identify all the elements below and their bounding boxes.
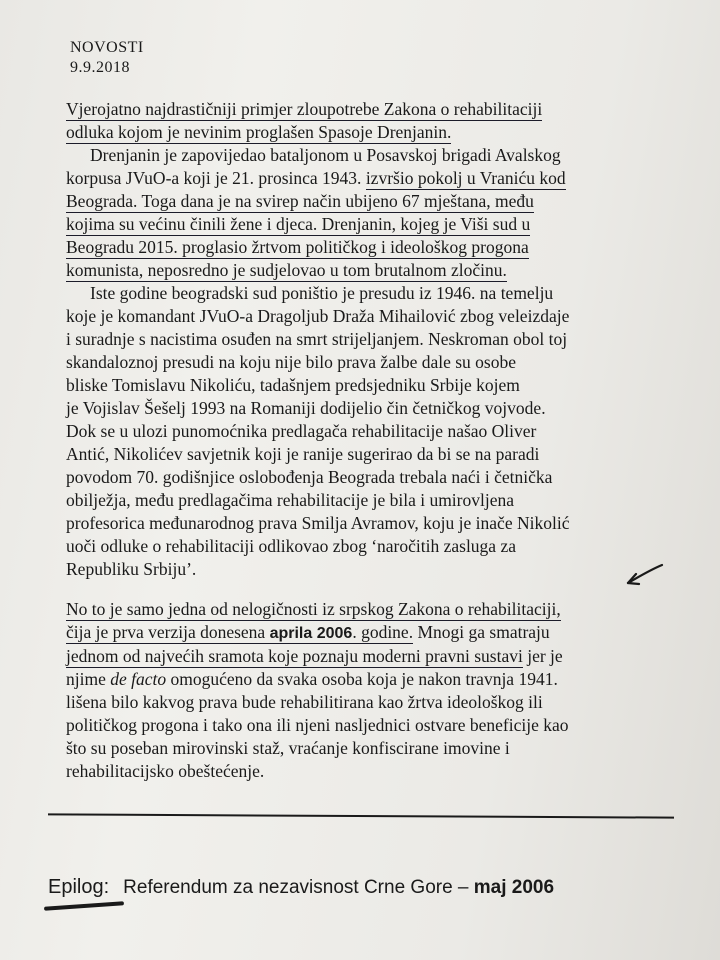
- text-line: [66, 512, 676, 535]
- text-segment: Iste godine beogradski sud poništio je presudu iz 1946. na temelju: [90, 283, 554, 303]
- handwritten-underline: [44, 901, 124, 911]
- text-segment: i suradnje s nacistima osuđen na smrt strijeljanjem. Neskroman obol toj: [66, 329, 568, 349]
- text-line: [66, 121, 676, 144]
- text-line: [66, 374, 676, 397]
- text-line: [66, 466, 676, 489]
- text-segment: koje je komandant JVuO-a Dragoljub Draža Mihailović zbog veleizdaje: [66, 306, 570, 326]
- underlined-text: kojima su većinu činili žene i djeca. Drenjanin, kojeg je Viši sud u: [66, 214, 531, 234]
- epilog: [48, 874, 554, 901]
- text-line: [66, 397, 676, 420]
- text-line: [66, 621, 676, 645]
- text-line: [66, 351, 676, 374]
- text-line: [66, 558, 676, 581]
- text-segment: omogućeno da svaka osoba koja je nakon travnja 1941.: [166, 669, 558, 689]
- text-line: [66, 598, 676, 621]
- text-line: [66, 213, 676, 236]
- text-line: [66, 167, 676, 190]
- text-segment: Dok se u ulozi punomoćnika predlagača rehabilitacije našao Oliver: [66, 421, 537, 441]
- handwritten-arrow-icon: [622, 562, 666, 588]
- epilog-label-wrap: [48, 874, 109, 900]
- underlined-text: komunista, neposredno je sudjelovao u tom brutalnom zločinu.: [66, 260, 507, 280]
- source-header: [70, 38, 144, 78]
- text-line: političkog progona i tako ona ili njeni nasljednici ostvare beneficije kao: [66, 715, 569, 735]
- bold-date: aprila 2006: [269, 625, 353, 642]
- epilog-date: maj 2006: [473, 877, 555, 898]
- text-line: lišena bilo kakvog prava bude rehabilitirana kao žrtva ideološkog ili: [66, 692, 543, 712]
- divider-line: [48, 813, 674, 818]
- text-segment: bliske Tomislavu Nikoliću, tadašnjem predsjedniku Srbije kojem: [66, 375, 520, 395]
- underlined-text: odluka kojom je nevinim proglašen Spasoje Drenjanin.: [66, 122, 452, 142]
- text-line: [66, 236, 676, 259]
- text-segment: profesorica međunarodnog prava Smilja Avramov, koju je inače Nikolić: [66, 513, 570, 533]
- text-line: [66, 443, 676, 466]
- italic-term: de facto: [110, 669, 167, 689]
- text-segment: obilježja, među predlagačima rehabilitacije je bila i umirovljena: [66, 490, 515, 510]
- epilog-label: Epilog:: [48, 876, 110, 898]
- text-segment: Republiku Srbiju’.: [66, 559, 197, 579]
- underlined-text: Beograda. Toga dana je na svirep način ubijeno 67 mještana, među: [66, 191, 534, 211]
- text-line: [66, 305, 676, 328]
- underlined-text: Vjerojatno najdrastičniji primjer zloupotrebe Zakona o rehabilitaciji: [66, 99, 543, 119]
- paragraph-2: [66, 598, 676, 783]
- text-segment: Antić, Nikolićev savjetnik koji je ranije sugerirao da bi se na paradi: [66, 444, 540, 464]
- underlined-text: [66, 622, 413, 644]
- underlined-text: izvršio pokolj u Vraniću kod: [365, 168, 566, 188]
- text-line: [66, 645, 676, 668]
- text-segment: je Vojislav Šešelj 1993 na Romaniji dodijelio čin četničkog vojvode.: [66, 398, 546, 418]
- text-segment: čija je prva verzija donesena: [66, 622, 270, 642]
- text-line: [66, 668, 676, 691]
- text-segment: jer je: [522, 646, 563, 666]
- text-segment: skandaloznoj presudi na koju nije bilo prava žalbe dale su osobe: [66, 352, 517, 372]
- text-segment: njime: [66, 669, 111, 689]
- text-line: [66, 190, 676, 213]
- text-line: [66, 259, 676, 282]
- text-line: [66, 144, 676, 167]
- text-line: [66, 328, 676, 351]
- text-line: [66, 420, 676, 443]
- underlined-text: jednom od najvećih sramota koje poznaju moderni pravni sustavi: [66, 646, 523, 666]
- paragraph-1: [66, 98, 676, 581]
- text-line: što su poseban mirovinski staž, vraćanje konfiscirane imovine i: [66, 738, 510, 758]
- text-line: [66, 282, 676, 305]
- source-date: 9.9.2018: [70, 59, 130, 76]
- text-line: [66, 489, 676, 512]
- text-line: rehabilitacijsko obeštećenje.: [66, 761, 265, 781]
- text-segment: povodom 70. godišnjice oslobođenja Beograda trebala naći i četnička: [66, 467, 553, 487]
- text-segment: Mnogi ga smatraju: [413, 622, 550, 642]
- text-segment: . godine.: [352, 622, 414, 642]
- source-name: NOVOSTI: [70, 39, 144, 56]
- text-segment: Drenjanin je zapovijedao bataljonom u Posavskoj brigadi Avalskog: [90, 145, 561, 165]
- text-line: [66, 535, 676, 558]
- epilog-text: Referendum za nezavisnost Crne Gore –: [123, 877, 474, 898]
- text-line: [66, 98, 676, 121]
- underlined-text: Beogradu 2015. proglasio žrtvom političkog i ideološkog progona: [66, 237, 529, 257]
- text-segment: uoči odluke o rehabilitaciji odlikovao zbog ‘naročitih zasluga za: [66, 536, 516, 556]
- underlined-text: No to je samo jedna od nelogičnosti iz srpskog Zakona o rehabilitaciji,: [66, 599, 561, 619]
- text-segment: korpusa JVuO-a koji je 21. prosinca 1943.: [66, 168, 366, 188]
